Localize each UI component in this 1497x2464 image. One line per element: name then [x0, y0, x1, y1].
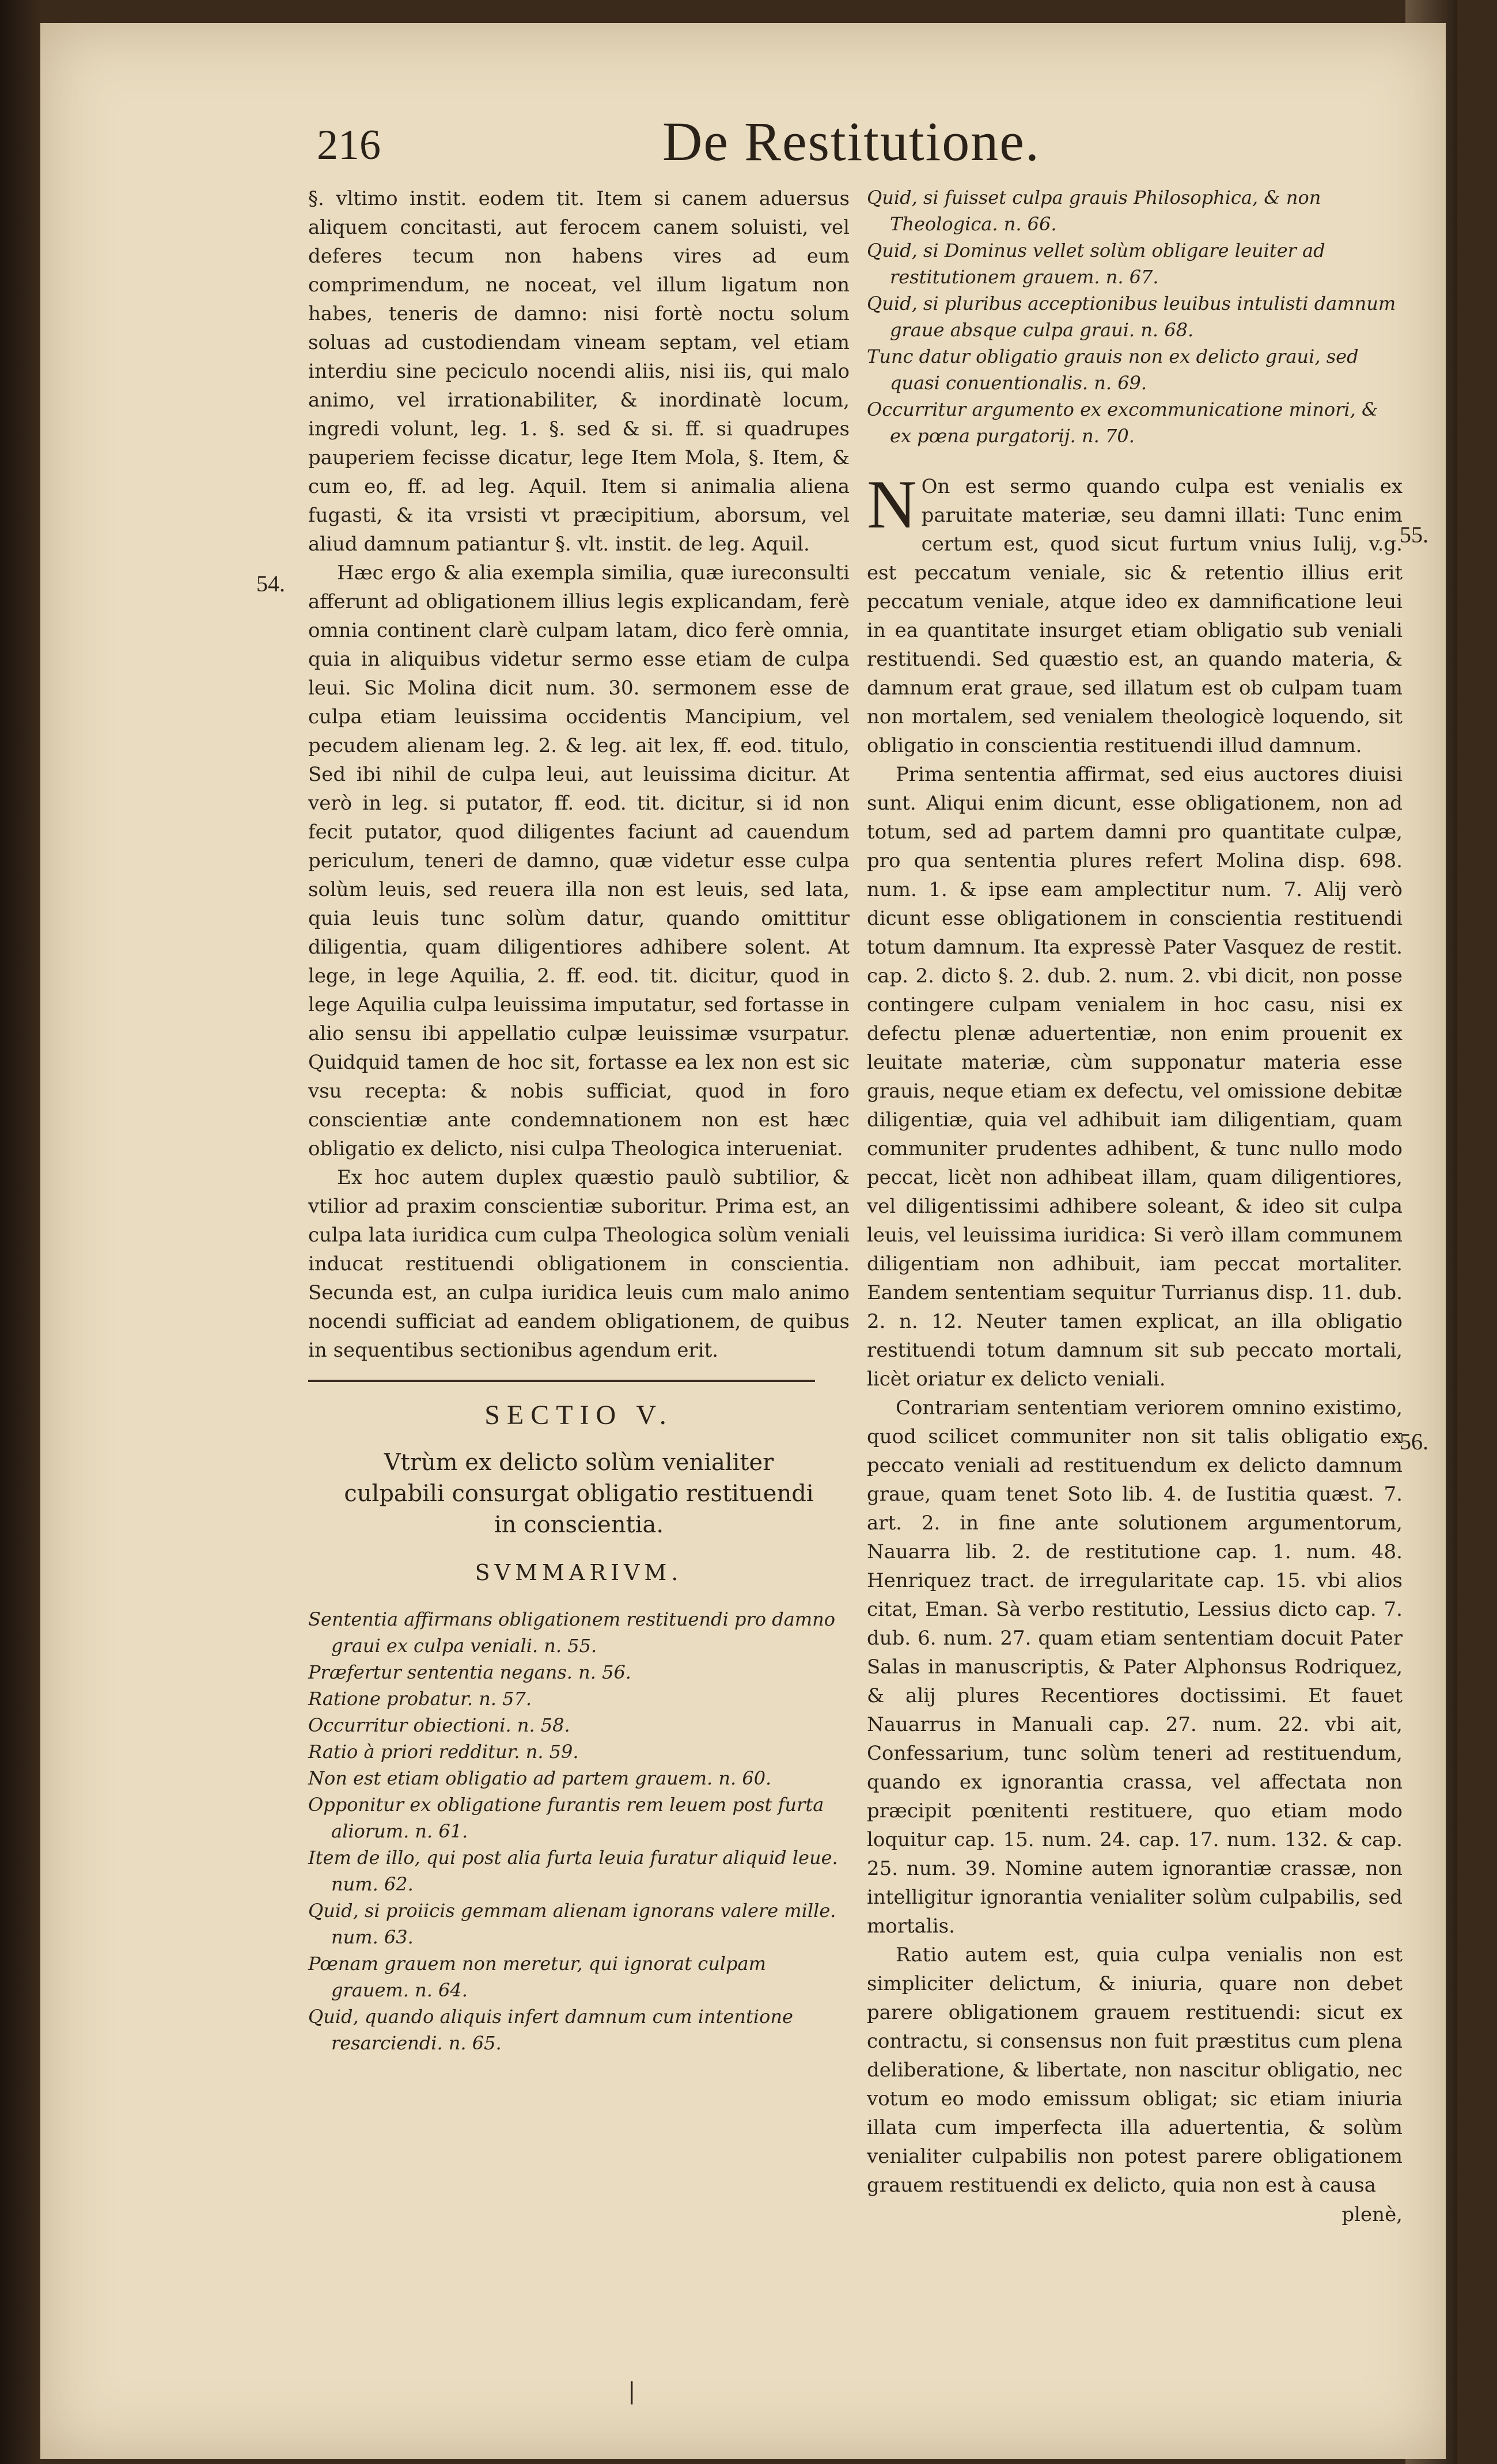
summary-item: Quid, si fuisset culpa grauis Philosophica, & non Theologica. n. 66. [867, 187, 1321, 235]
catchword: plenè, [1341, 2203, 1403, 2226]
summary-list-continued [867, 184, 1403, 449]
summary-item: Præfertur sententia negans. n. 56. [308, 1661, 631, 1683]
right-column [867, 184, 1403, 2226]
summary-item: Quid, si pluribus acceptionibus leuibus intulisti damnum graue absque culpa graui. n. 68. [867, 293, 1396, 341]
page-number: 216 [317, 122, 381, 169]
section-divider [308, 1380, 815, 1382]
margin-number-54: 54. [256, 571, 285, 597]
right-paragraph-4: Ratio autem est, quia culpa venialis non est simpliciter delictum, & iniuria, quare non debet parere obligationem grauem restituendi: sicut ex contractu, si consensus non fuit præstitus cum plena deliberatione, & libertate, non nascitur obligatio, nec votum eo modo emissum obligat; sic etiam iniuria illata cum imperfecta illa aduertentia, & solùm venialiter culpabilis non potest parere obligationem grauem restituendi ex delicto, quia non est à causa [867, 1943, 1403, 2197]
running-head [271, 109, 1365, 173]
summary-item: Quid, si Dominus vellet solùm obligare leuiter ad restitutionem grauem. n. 67. [867, 240, 1325, 288]
margin-number-55: 55. [1400, 522, 1428, 548]
right-paragraph-3: Contrariam sententiam veriorem omnino existimo, quod scilicet communiter non sit talis obligatio ex peccato veniali ad restituendum ex delicto damnum graue, quam tenet Soto lib. 4. de Iustitia quæst. 7. art. 2. in fine ante solutionem argumentorum, Nauarra lib. 2. de restitutione cap. 1. num. 48. Henriquez tract. de irregularitate cap. 15. vbi alios citat, Eman. Sà verbo restitutio, Lessius dicto cap. 7. dub. 6. num. 27. quam etiam sententiam docuit Pater Salas in manuscriptis, & Pater Alphonsus Rodriquez, & alij plures Recentiores doctissimi. Et fauet Nauarrus in Manuali cap. 27. num. 22. vbi ait, Confessarium, tunc solùm teneri ad restituendum, quando ex ignorantia crassa, vel affectata non præcipit pœnitenti restituere, quo etiam modo loquitur cap. 15. num. 24. cap. 17. num. 132. & cap. 25. num. 39. Nomine autem ignorantiæ crassæ, non intelligitur ignorantia venialiter solùm culpabilis, sed mortalis. [867, 1396, 1403, 1938]
summary-item: Quid, si proiicis gemmam alienam ignorans valere mille. num. 63. [308, 1900, 836, 1948]
summary-item: Quid, quando aliquis infert damnum cum intentione resarciendi. n. 65. [308, 2006, 793, 2054]
margin-number-56: 56. [1400, 1429, 1428, 1455]
summary-item: Opponitur ex obligatione furantis rem leuem post furta aliorum. n. 61. [308, 1794, 824, 1842]
left-paragraph-2: Hæc ergo & alia exempla similia, quæ iureconsulti afferunt ad obligationem illius legis explicandam, ferè omnia continent clarè culpam latam, dico ferè omnia, quia in aliquibus videtur sermo esse etiam de culpa leui. Sic Molina dicit num. 30. sermonem esse de culpa etiam leuissima occidentis Mancipium, vel pecudem alienam leg. 2. & leg. ait lex, ff. eod. titulo, Sed ibi nihil de culpa leui, aut leuissima dicitur. At verò in leg. si putator, ff. eod. tit. dicitur, si id non fecit putator, quod diligentes faciunt ad cauendum periculum, teneri de damno, quæ videtur esse culpa solùm leuis, sed reuera illa non est leuis, sed lata, quia leuis tunc solùm datur, quando omittitur diligentia, quam diligentiores adhibere solent. At lege, in lege Aquilia, 2. ff. eod. tit. dicitur, quod in lege Aquilia culpa leuissima imputatur, sed fortasse in alio sensu ibi appellatio culpæ leuissimæ vsurpatur. Quidquid tamen de hoc sit, fortasse ea lex non est sic vsu recepta: & nobis sufficiat, quod in foro conscientiæ ante condemnationem non est hæc obligatio ex delicto, nisi culpa Theologica interueniat. [308, 561, 850, 1160]
left-paragraph-3: Ex hoc autem duplex quæstio paulò subtilior, & vtilior ad praxim conscientiæ suboritur. Prima est, an culpa lata iuridica cum culpa Theologica solùm veniali inducat restituendi obligationem in conscientia. Secunda est, an culpa iuridica leuis cum malo animo nocendi sufficiat ad eandem obligationem, de quibus in sequentibus sectionibus agendum erit. [308, 1166, 850, 1362]
section-label: SECTIO V. [484, 1400, 673, 1430]
summary-item: Item de illo, qui post alia furta leuia furatur aliquid leue. num. 62. [308, 1847, 838, 1895]
summary-item: Pœnam grauem non meretur, qui ignorat culpam grauem. n. 64. [308, 1953, 766, 2001]
right-paragraph-1-text: On est sermo quando culpa est venialis ex paruitate materiæ, seu damni illati: Tunc enim certum est, quod sicut furtum vnius Iulij, v.g. est peccatum veniale, sic & retentio illius erit peccatum veniale, atque ideo ex damnificatione leui in ea quantitate insurget etiam obligatio sub veniali restituendi. Sed quæstio est, an quando materia, & damnum erat graue, sed illatum est ob culpam tuam non mortalem, sed venialem theologicè loquendo, sit obligatio in conscientia restituendi illud damnum. [867, 475, 1403, 757]
summarium-label: SVMMARIVM. [475, 1560, 683, 1585]
summary-item: Occurritur argumento ex excommunicatione minori, & ex pœna purgatorij. n. 70. [867, 398, 1378, 447]
section-heading: Vtrùm ex delicto solùm venialiter culpabili consurgat obligatio restituendi in conscientia. [344, 1449, 814, 1538]
summary-item: Ratione probatur. n. 57. [308, 1688, 532, 1710]
left-paragraph-1: §. vltimo instit. eodem tit. Item si canem aduersus aliquem concitasti, aut ferocem canem soluisti, vel deferes tecum non habens vires ad eum comprimendum, ne noceat, vel illum ligatum non habes, teneris de damno: nisi fortè noctu solum soluas ad custodiendam vineam septam, vel etiam interdiu sine peciculo nocendi aliis, nisi iis, qui malo animo, vel irrationabiliter, & inordinatè locum, ingredi volunt, leg. 1. §. sed & si. ff. si quadrupes pauperiem fecisse dicatur, lege Item Mola, §. Item, & cum eo, ff. ad leg. Aquil. Item si animalia aliena fugasti, & ita vrsisti vt præcipitium, aborsum, vel aliud damnum patiantur §. vlt. instit. de leg. Aquil. [308, 187, 850, 556]
bottom-mark: | [628, 2378, 636, 2405]
book-binding-edge [0, 0, 40, 2464]
summary-item: Occurritur obiectioni. n. 58. [308, 1714, 570, 1736]
summary-item: Sententia affirmans obligationem restituendi pro damno graui ex culpa veniali. n. 55. [308, 1608, 835, 1657]
summary-item: Tunc datur obligatio grauis non ex delicto graui, sed quasi conuentionalis. n. 69. [867, 346, 1359, 394]
right-paragraph-1 [867, 466, 1403, 760]
summary-item: Non est etiam obligatio ad partem grauem. n. 60. [308, 1767, 772, 1789]
left-column [308, 184, 850, 2056]
page-title: De Restitutione. [662, 111, 1040, 172]
right-paragraph-2: Prima sententia affirmat, sed eius auctores diuisi sunt. Aliqui enim dicunt, esse obligationem, non ad totum, sed ad partem damni pro quantitate culpæ, pro qua sententia plures refert Molina disp. 698. num. 1. & ipse eam amplectitur num. 7. Alij verò dicunt esse obligationem in conscientia restituendi totum damnum. Ita expressè Pater Vasquez de restit. cap. 2. dicto §. 2. dub. 2. num. 2. vbi dicit, non posse contingere culpam venialem in hoc casu, nisi ex defectu plenæ aduertentiæ, non enim prouenit ex leuitate materiæ, cùm supponatur materia esse grauis, neque etiam ex defectu, vel omissione debitæ diligentiæ, quia vel adhibuit iam diligentiam, quam communiter prudentes adhibent, & tunc nullo modo peccat, licèt non adhibeat illam, quam diligentiores, vel diligentissimi adhibere soleant, & ideo sit culpa leuis, vel leuissima iuridica: Si verò illam communem diligentiam non adhibuit, iam peccat mortaliter. Eandem sententiam sequitur Turrianus disp. 11. dub. 2. n. 12. Neuter tamen explicat, an illa obligatio restituendi totum damnum sit sub peccato mortali, licèt oriatur ex delicto veniali. [867, 763, 1403, 1391]
summary-list [308, 1606, 850, 2056]
summary-item: Ratio à priori redditur. n. 59. [308, 1741, 579, 1763]
drop-cap: N [867, 466, 917, 542]
